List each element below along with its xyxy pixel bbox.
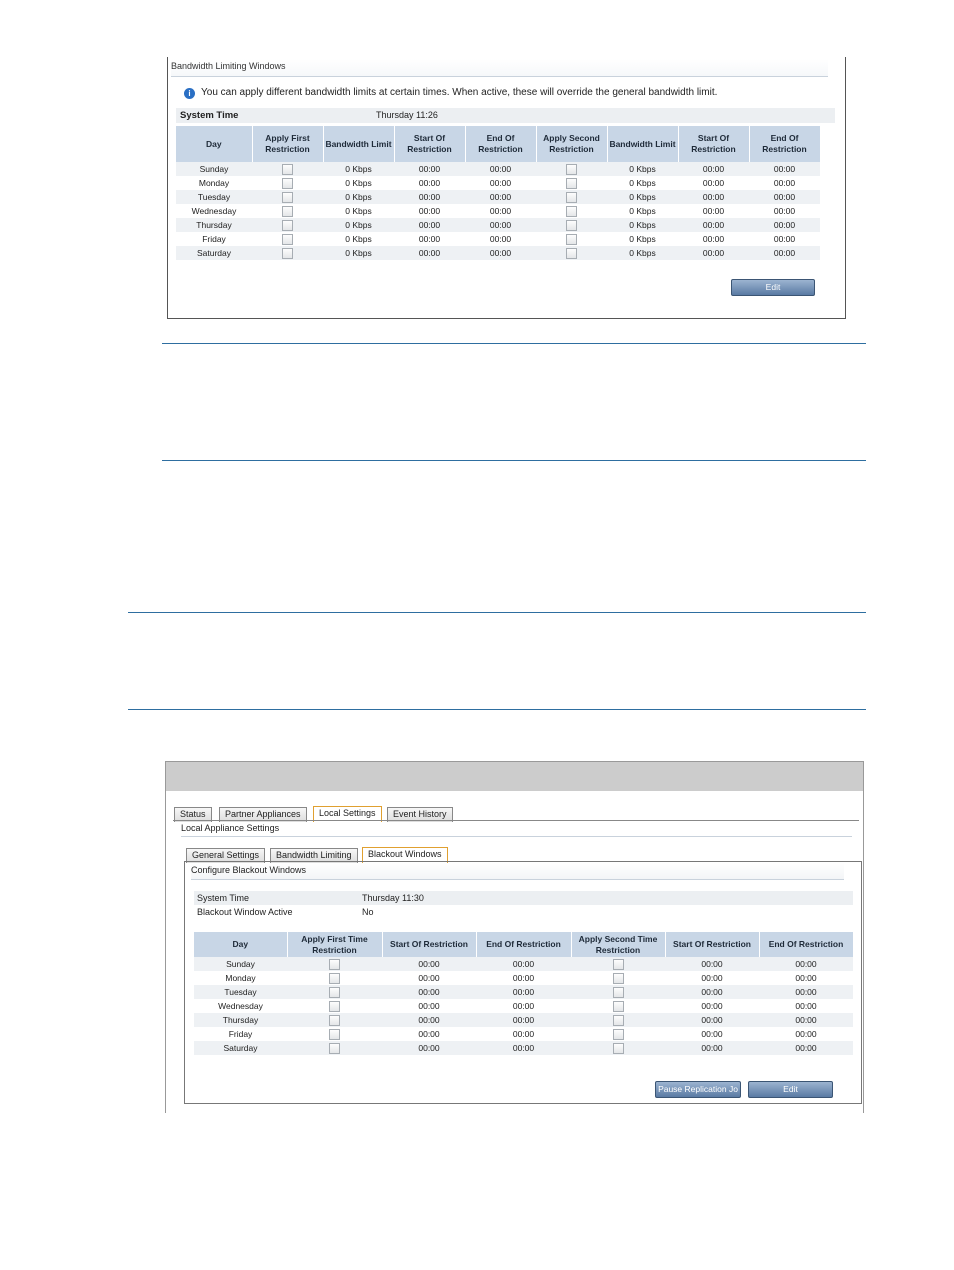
table-cell: 00:00 [749,232,820,246]
table-cell: 00:00 [465,218,536,232]
restriction-checkbox-cell [287,957,382,971]
restriction-checkbox-cell [571,999,665,1013]
apply-restriction-checkbox[interactable] [282,248,293,259]
apply-restriction-checkbox[interactable] [329,973,340,984]
column-header: End Of Restriction [749,126,820,162]
table-cell: 00:00 [759,1027,853,1041]
table-cell: 00:00 [465,162,536,176]
table-cell: 00:00 [465,176,536,190]
apply-restriction-checkbox[interactable] [613,973,624,984]
table-cell: 00:00 [759,971,853,985]
apply-restriction-checkbox[interactable] [329,1029,340,1040]
table-cell: 0 Kbps [323,232,394,246]
table-cell: 00:00 [759,999,853,1013]
table-cell: 00:00 [394,176,465,190]
table-row [194,999,853,1013]
table-cell: 00:00 [465,246,536,260]
table-row [176,232,820,246]
apply-restriction-checkbox[interactable] [566,248,577,259]
column-header: Bandwidth Limit [607,126,678,162]
table-cell: 00:00 [749,176,820,190]
info-text: You can apply different bandwidth limits at certain times. When active, these will override the general bandwidth limit. [201,87,718,98]
restriction-checkbox-cell [571,1027,665,1041]
column-header: End Of Restriction [476,932,571,957]
table-cell: 0 Kbps [607,232,678,246]
restriction-checkbox-cell [252,218,323,232]
table-cell: 00:00 [476,1013,571,1027]
restriction-checkbox-cell [571,1013,665,1027]
tab-status[interactable]: Status [174,807,212,822]
table-cell: 00:00 [665,1027,759,1041]
restriction-checkbox-cell [536,232,607,246]
table-cell: 00:00 [678,204,749,218]
apply-restriction-checkbox[interactable] [566,178,577,189]
apply-restriction-checkbox[interactable] [613,1001,624,1012]
system-time-label: System Time [180,110,239,121]
table-cell: Sunday [176,162,252,176]
tab-general-settings[interactable]: General Settings [186,848,265,863]
table-cell: Sunday [194,957,287,971]
apply-restriction-checkbox[interactable] [329,1043,340,1054]
table-row [194,985,853,999]
blackout-active-value: No [362,907,374,917]
table-cell: 0 Kbps [323,176,394,190]
pause-replication-button[interactable]: Pause Replication Jo [655,1081,741,1098]
table-cell: 00:00 [394,190,465,204]
restriction-checkbox-cell [252,190,323,204]
table-cell: 00:00 [678,162,749,176]
bandwidth-schedule-table [176,126,821,260]
blackout-schedule-table [194,932,854,1055]
tab-local-settings[interactable]: Local Settings [313,806,382,822]
column-header: Apply Second Restriction [536,126,607,162]
table-cell: 00:00 [665,1041,759,1055]
table-cell: 0 Kbps [323,246,394,260]
table-cell: 00:00 [465,204,536,218]
edit-button[interactable]: Edit [748,1081,833,1098]
apply-restriction-checkbox[interactable] [613,1015,624,1026]
column-header: Start Of Restriction [678,126,749,162]
table-header-row [194,932,853,957]
restriction-checkbox-cell [287,1027,382,1041]
column-header: Day [176,126,252,162]
table-cell: 00:00 [759,1041,853,1055]
restriction-checkbox-cell [536,218,607,232]
restriction-checkbox-cell [252,246,323,260]
restriction-checkbox-cell [536,190,607,204]
column-header: End Of Restriction [759,932,853,957]
table-cell: Friday [176,232,252,246]
table-cell: Tuesday [176,190,252,204]
tab-strip-line [173,820,859,821]
system-time-row [194,891,853,905]
panel-title: Bandwidth Limiting Windows [171,59,828,77]
column-header: Start Of Restriction [394,126,465,162]
table-cell: 00:00 [382,1013,476,1027]
divider [128,612,866,613]
blackout-active-row [194,905,853,919]
column-header: End Of Restriction [465,126,536,162]
apply-restriction-checkbox[interactable] [282,178,293,189]
system-time-value: Thursday 11:26 [376,110,438,120]
tab-blackout-windows[interactable]: Blackout Windows [362,847,448,863]
blackout-windows-panel [184,861,862,1104]
column-header: Apply Second Time Restriction [571,932,665,957]
column-header: Start Of Restriction [665,932,759,957]
table-cell: 00:00 [476,999,571,1013]
table-cell: 0 Kbps [323,162,394,176]
apply-restriction-checkbox[interactable] [613,959,624,970]
apply-restriction-checkbox[interactable] [566,192,577,203]
divider [162,343,866,344]
table-cell: 00:00 [382,1027,476,1041]
table-cell: Tuesday [194,985,287,999]
table-cell: 00:00 [465,232,536,246]
apply-restriction-checkbox[interactable] [566,164,577,175]
table-cell: Wednesday [194,999,287,1013]
table-row [194,971,853,985]
table-cell: 0 Kbps [607,162,678,176]
table-cell: 0 Kbps [607,246,678,260]
restriction-checkbox-cell [252,204,323,218]
restriction-checkbox-cell [571,985,665,999]
restriction-checkbox-cell [536,176,607,190]
edit-button[interactable]: Edit [731,279,815,296]
apply-restriction-checkbox[interactable] [282,234,293,245]
table-cell: 00:00 [476,985,571,999]
table-cell: 00:00 [394,204,465,218]
apply-restriction-checkbox[interactable] [566,220,577,231]
blackout-active-label: Blackout Window Active [197,907,293,917]
table-cell: 00:00 [749,246,820,260]
table-cell: 00:00 [465,190,536,204]
table-cell: 00:00 [382,999,476,1013]
table-cell: 00:00 [382,971,476,985]
restriction-checkbox-cell [536,246,607,260]
table-cell: 00:00 [678,232,749,246]
system-time-value: Thursday 11:30 [362,893,424,903]
local-settings-title: Local Appliance Settings [181,822,852,837]
table-cell: 0 Kbps [323,190,394,204]
info-message [184,86,717,100]
restriction-checkbox-cell [287,971,382,985]
info-icon: i [184,88,195,99]
apply-restriction-checkbox[interactable] [282,206,293,217]
table-cell: 00:00 [749,162,820,176]
tab-partner-appliances[interactable]: Partner Appliances [219,807,307,822]
restriction-checkbox-cell [252,162,323,176]
table-row [176,190,820,204]
apply-restriction-checkbox[interactable] [282,192,293,203]
table-cell: 00:00 [382,1041,476,1055]
restriction-checkbox-cell [287,1013,382,1027]
table-cell: 00:00 [476,957,571,971]
table-cell: 00:00 [665,999,759,1013]
table-cell: 00:00 [749,204,820,218]
table-cell: 00:00 [678,190,749,204]
apply-restriction-checkbox[interactable] [329,959,340,970]
apply-restriction-checkbox[interactable] [282,220,293,231]
table-cell: 0 Kbps [607,218,678,232]
table-row [176,162,820,176]
table-row [176,246,820,260]
section-title: Configure Blackout Windows [191,863,844,880]
table-cell: 00:00 [665,957,759,971]
apply-restriction-checkbox[interactable] [613,1043,624,1054]
table-cell: Monday [176,176,252,190]
column-header: Bandwidth Limit [323,126,394,162]
table-cell: 00:00 [678,246,749,260]
column-header: Day [194,932,287,957]
restriction-checkbox-cell [571,971,665,985]
table-cell: 00:00 [759,1013,853,1027]
table-row [176,204,820,218]
table-cell: Thursday [176,218,252,232]
divider [128,709,866,710]
column-header: Apply First Restriction [252,126,323,162]
apply-restriction-checkbox[interactable] [329,1001,340,1012]
restriction-checkbox-cell [287,985,382,999]
apply-restriction-checkbox[interactable] [282,164,293,175]
table-cell: Saturday [176,246,252,260]
table-cell: 00:00 [678,176,749,190]
table-cell: 00:00 [476,1041,571,1055]
table-cell: 0 Kbps [607,204,678,218]
table-cell: Saturday [194,1041,287,1055]
table-row [194,957,853,971]
table-cell: 00:00 [394,162,465,176]
table-cell: 0 Kbps [607,176,678,190]
table-cell: Wednesday [176,204,252,218]
tab-bandwidth-limiting[interactable]: Bandwidth Limiting [270,848,358,863]
table-cell: 00:00 [678,218,749,232]
restriction-checkbox-cell [536,162,607,176]
window-header-bar [165,761,864,792]
restriction-checkbox-cell [536,204,607,218]
table-cell: 00:00 [749,218,820,232]
apply-restriction-checkbox[interactable] [566,206,577,217]
table-cell: Monday [194,971,287,985]
table-cell: 0 Kbps [607,190,678,204]
table-cell: 00:00 [665,1013,759,1027]
table-row [194,1013,853,1027]
table-cell: 00:00 [382,985,476,999]
bandwidth-limiting-panel [167,57,846,319]
tab-event-history[interactable]: Event History [387,807,453,822]
table-cell: 00:00 [394,246,465,260]
column-header: Start Of Restriction [382,932,476,957]
table-cell: 00:00 [665,971,759,985]
restriction-checkbox-cell [252,232,323,246]
restriction-checkbox-cell [252,176,323,190]
restriction-checkbox-cell [571,957,665,971]
table-cell: Friday [194,1027,287,1041]
apply-restriction-checkbox[interactable] [329,987,340,998]
divider [162,460,866,461]
table-cell: 00:00 [759,957,853,971]
system-time-row [176,108,835,123]
table-row [176,176,820,190]
table-cell: 00:00 [665,985,759,999]
table-cell: 00:00 [759,985,853,999]
table-cell: 00:00 [476,971,571,985]
table-row [194,1027,853,1041]
apply-restriction-checkbox[interactable] [613,987,624,998]
table-cell: 00:00 [394,232,465,246]
restriction-checkbox-cell [287,1041,382,1055]
table-header-row [176,126,820,162]
table-cell: 00:00 [394,218,465,232]
restriction-checkbox-cell [571,1041,665,1055]
restriction-checkbox-cell [287,999,382,1013]
table-cell: 00:00 [476,1027,571,1041]
apply-restriction-checkbox[interactable] [329,1015,340,1026]
table-cell: 00:00 [382,957,476,971]
table-cell: 0 Kbps [323,204,394,218]
apply-restriction-checkbox[interactable] [566,234,577,245]
table-cell: 00:00 [749,190,820,204]
system-time-label: System Time [197,893,250,903]
table-row [176,218,820,232]
appliance-settings-window [165,791,864,1113]
apply-restriction-checkbox[interactable] [613,1029,624,1040]
column-header: Apply First Time Restriction [287,932,382,957]
table-row [194,1041,853,1055]
table-cell: Thursday [194,1013,287,1027]
table-cell: 0 Kbps [323,218,394,232]
